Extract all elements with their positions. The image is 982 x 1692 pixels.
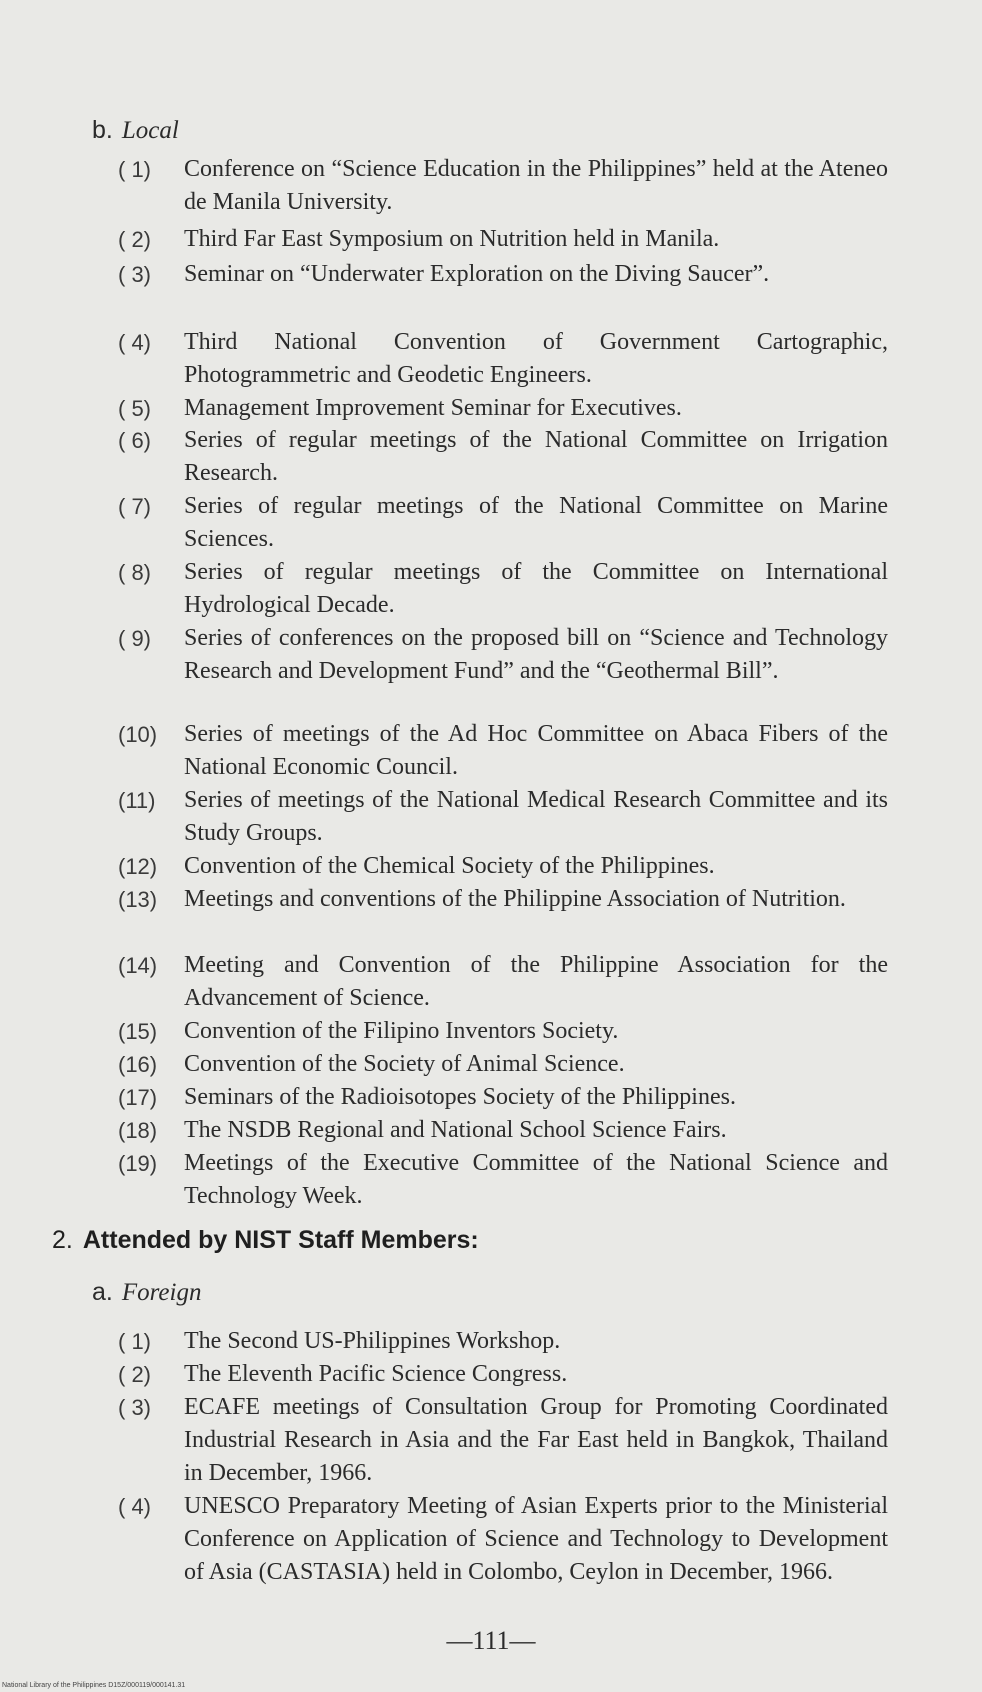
item-marker: (10) (118, 722, 158, 747)
item-marker: ( 5) (118, 396, 151, 421)
item-text: Conference on “Science Education in the Philippines” held at the Ateneo de Manila University. (184, 156, 888, 215)
local-item-1 (118, 153, 888, 219)
local-item-16 (118, 1048, 888, 1081)
item-text: Meetings and conventions of the Philippine Association of Nutrition. (184, 886, 846, 912)
item-marker: ( 8) (118, 560, 151, 585)
local-item-17 (118, 1081, 888, 1114)
page-number: —111— (446, 1626, 536, 1655)
section-2-heading (52, 1226, 479, 1255)
item-text: Convention of the Society of Animal Science. (184, 1051, 625, 1077)
item-marker: (11) (118, 788, 156, 813)
item-text: Third National Convention of Government Cartographic, Photogrammetric and Geodetic Engineers. (184, 329, 888, 388)
item-marker: ( 6) (118, 428, 151, 453)
item-text: The Second US-Philippines Workshop. (184, 1328, 561, 1354)
local-item-13 (118, 883, 888, 916)
item-marker: ( 3) (118, 262, 151, 287)
item-text: Third Far East Symposium on Nutrition held in Manila. (184, 226, 720, 252)
local-item-7 (118, 490, 888, 556)
local-item-14 (118, 949, 888, 1015)
item-text: Series of regular meetings of the National Committee on Irrigation Research. (184, 427, 888, 486)
item-text: Meeting and Convention of the Philippine Association for the Advancement of Science. (184, 952, 888, 1011)
local-title: Local (121, 117, 179, 144)
local-item-9 (118, 622, 888, 688)
item-marker: ( 1) (118, 1329, 151, 1354)
foreign-item-4 (118, 1490, 888, 1589)
local-letter: b. (92, 116, 113, 144)
item-marker: ( 2) (118, 1362, 151, 1387)
item-text: Series of meetings of the Ad Hoc Committee on Abaca Fibers of the National Economic Council. (184, 721, 888, 780)
foreign-subheading (92, 1278, 201, 1307)
item-text: Seminars of the Radioisotopes Society of the Philippines. (184, 1084, 736, 1110)
local-item-8 (118, 556, 888, 622)
item-marker: (19) (118, 1151, 158, 1176)
item-text: Meetings of the Executive Committee of the National Science and Technology Week. (184, 1150, 888, 1209)
local-item-4 (118, 326, 888, 392)
item-marker: (14) (118, 953, 158, 978)
item-text: Series of meetings of the National Medical Research Committee and its Study Groups. (184, 787, 888, 846)
item-marker: ( 3) (118, 1395, 151, 1420)
item-marker: ( 1) (118, 157, 151, 182)
item-marker: (13) (118, 887, 158, 912)
item-text: Convention of the Chemical Society of the Philippines. (184, 853, 715, 879)
item-text: Seminar on “Underwater Exploration on the Diving Saucer”. (184, 261, 770, 287)
item-text: Convention of the Filipino Inventors Society. (184, 1018, 619, 1044)
item-marker: (15) (118, 1019, 158, 1044)
item-text: Series of conferences on the proposed bill on “Science and Technology Research and Development Fund” and the “Geothermal Bill”. (184, 625, 888, 684)
local-item-6 (118, 424, 888, 490)
item-marker: ( 4) (118, 330, 151, 355)
foreign-item-2 (118, 1358, 888, 1391)
local-item-18 (118, 1114, 888, 1147)
local-item-2 (118, 223, 888, 256)
local-item-19 (118, 1147, 888, 1213)
local-subheading (92, 116, 179, 145)
item-marker: ( 7) (118, 494, 151, 519)
item-text: Series of regular meetings of the National Committee on Marine Sciences. (184, 493, 888, 552)
foreign-letter: a. (92, 1278, 113, 1306)
item-text: Series of regular meetings of the Committee on International Hydrological Decade. (184, 559, 888, 618)
item-text: The Eleventh Pacific Science Congress. (184, 1361, 568, 1387)
item-marker: (17) (118, 1085, 158, 1110)
local-item-3 (118, 258, 888, 291)
foreign-item-1 (118, 1325, 888, 1358)
local-item-10 (118, 718, 888, 784)
item-marker: (12) (118, 854, 158, 879)
local-item-5 (118, 392, 888, 425)
foreign-title: Foreign (121, 1279, 202, 1306)
item-text: ECAFE meetings of Consultation Group for Promoting Coordinated Industrial Research in Asia and the Far East held in Bangkok, Thailand in December, 1966. (184, 1394, 888, 1486)
foreign-item-3 (118, 1391, 888, 1490)
item-marker: ( 2) (118, 227, 151, 252)
section-number: 2. (52, 1226, 73, 1254)
local-item-12 (118, 850, 888, 883)
item-marker: (16) (118, 1052, 158, 1077)
local-item-15 (118, 1015, 888, 1048)
item-marker: (18) (118, 1118, 158, 1143)
local-item-11 (118, 784, 888, 850)
scan-footer-note: National Library of the Philippines D15Z/000119/000141.31 (2, 1682, 186, 1689)
item-text: The NSDB Regional and National School Science Fairs. (184, 1117, 727, 1143)
section-title: Attended by NIST Staff Members: (82, 1226, 479, 1254)
item-text: Management Improvement Seminar for Executives. (184, 395, 682, 421)
item-marker: ( 4) (118, 1494, 151, 1519)
item-text: UNESCO Preparatory Meeting of Asian Experts prior to the Ministerial Conference on Application of Science and Technology to Development of Asia (CASTASIA) held in Colombo, Ceylon in December, 1966. (184, 1493, 888, 1585)
item-marker: ( 9) (118, 626, 151, 651)
